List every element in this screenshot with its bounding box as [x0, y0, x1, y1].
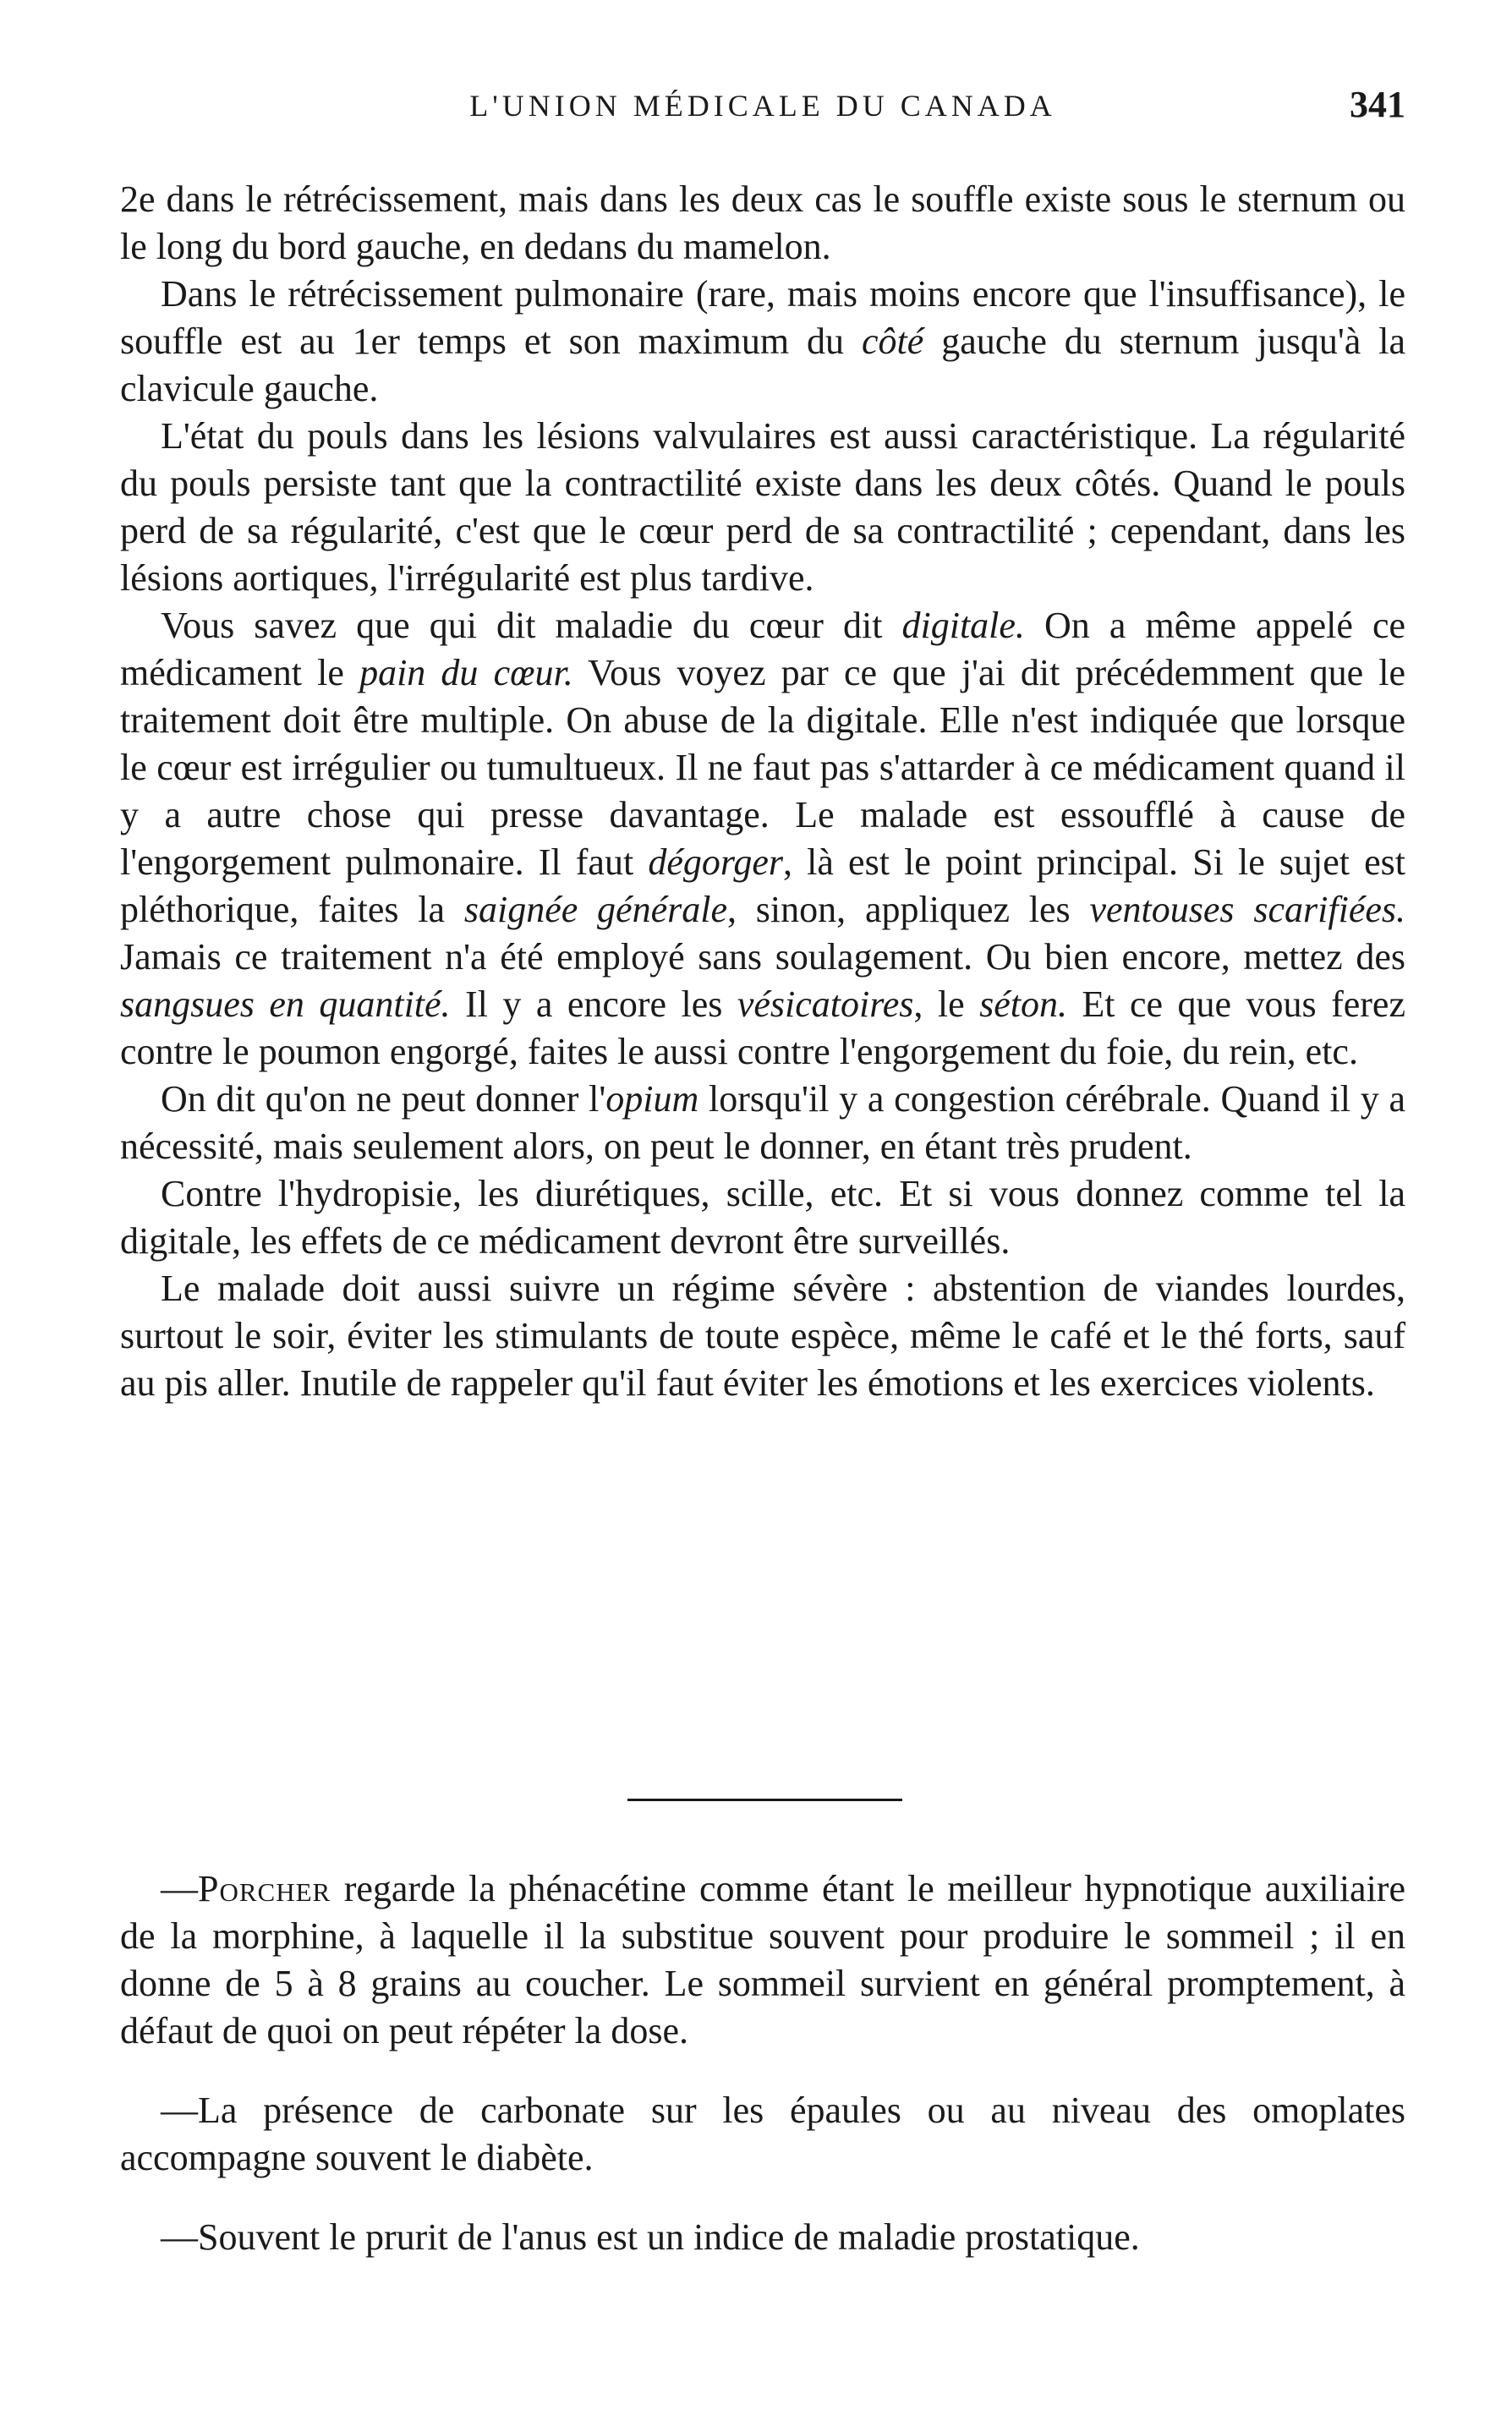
running-title: L'UNION MÉDICALE DU CANADA — [469, 89, 1056, 123]
note-porcher: —Porcher regarde la phénacétine comme étant le meilleur hypnotique auxiliaire de la morphine, à laquelle il la substitue souvent pour produire le sommeil ; il en donne de 5 à 8 grains au coucher. Le sommeil survient en général promptement, à défaut de quoi on peut répéter la dose. — [120, 1868, 1405, 2051]
author-name: Porcher — [198, 1868, 331, 1909]
paragraph-6: Contre l'hydropisie, les diurétiques, scille, etc. Et si vous donnez comme tel la digitale, les effets de ce médicament devront être surveillés. — [120, 1173, 1405, 1262]
article-body — [120, 176, 1405, 1407]
document-page — [120, 0, 1405, 2421]
paragraph-2: Dans le rétrécissement pulmonaire (rare, mais moins encore que l'insuffisance), le souffle est au 1er temps et son maximum du côté gauche du sternum jusqu'à la clavicule gauche. — [120, 273, 1405, 409]
paragraph-1: 2e dans le rétrécissement, mais dans les deux cas le souffle existe sous le sternum ou le long du bord gauche, en dedans du mamelon. — [120, 178, 1405, 267]
paragraph-3: L'état du pouls dans les lésions valvulaires est aussi caractéristique. La régularité du pouls persiste tant que la contractilité existe dans les deux côtés. Quand le pouls perd de sa régularité, c'est que le cœur perd de sa contractilité ; cependant, dans les lésions aortiques, l'irrégularité est plus tardive. — [120, 415, 1405, 599]
note-prurit: —Souvent le prurit de l'anus est un indice de maladie prostatique. — [161, 2216, 1140, 2258]
section-divider — [627, 1799, 902, 1801]
paragraph-5: On dit qu'on ne peut donner l'opium lorsqu'il y a congestion cérébrale. Quand il y a nécessité, mais seulement alors, on peut le donner, en étant très prudent. — [120, 1078, 1405, 1167]
page-number: 341 — [1350, 84, 1405, 125]
paragraph-4: Vous savez que qui dit maladie du cœur dit digitale. On a même appelé ce médicament le pain du cœur. Vous voyez par ce que j'ai dit précédemment que le traitement doit être multiple. On abuse de la digitale. Elle n'est indiquée que lorsque le cœur est irrégulier ou tumultueux. Il ne faut pas s'attarder à ce médicament quand il y a autre chose qui presse davantage. Le malade est essoufflé à cause de l'engorgement pulmonaire. Il faut dégorger, là est le point principal. Si le sujet est pléthorique, faites la saignée générale, sinon, appliquez les ventouses scarifiées. Jamais ce traitement n'a été employé sans soulagement. Ou bien encore, mettez des sangsues en quantité. Il y a encore les vésicatoires, le séton. Et ce que vous ferez contre le poumon engorgé, faites le aussi contre l'engorgement du foie, du rein, etc. — [120, 605, 1406, 1072]
page-header — [120, 84, 1405, 139]
notes-section — [120, 1865, 1405, 2293]
paragraph-7: Le malade doit aussi suivre un régime sévère : abstention de viandes lourdes, surtout le soir, éviter les stimulants de toute espèce, même le café et le thé forts, sauf au pis aller. Inutile de rappeler qu'il faut éviter les émotions et les exercices violents. — [120, 1268, 1405, 1404]
note-diabete: —La présence de carbonate sur les épaules ou au niveau des omoplates accompagne souvent le diabète. — [120, 2090, 1405, 2178]
